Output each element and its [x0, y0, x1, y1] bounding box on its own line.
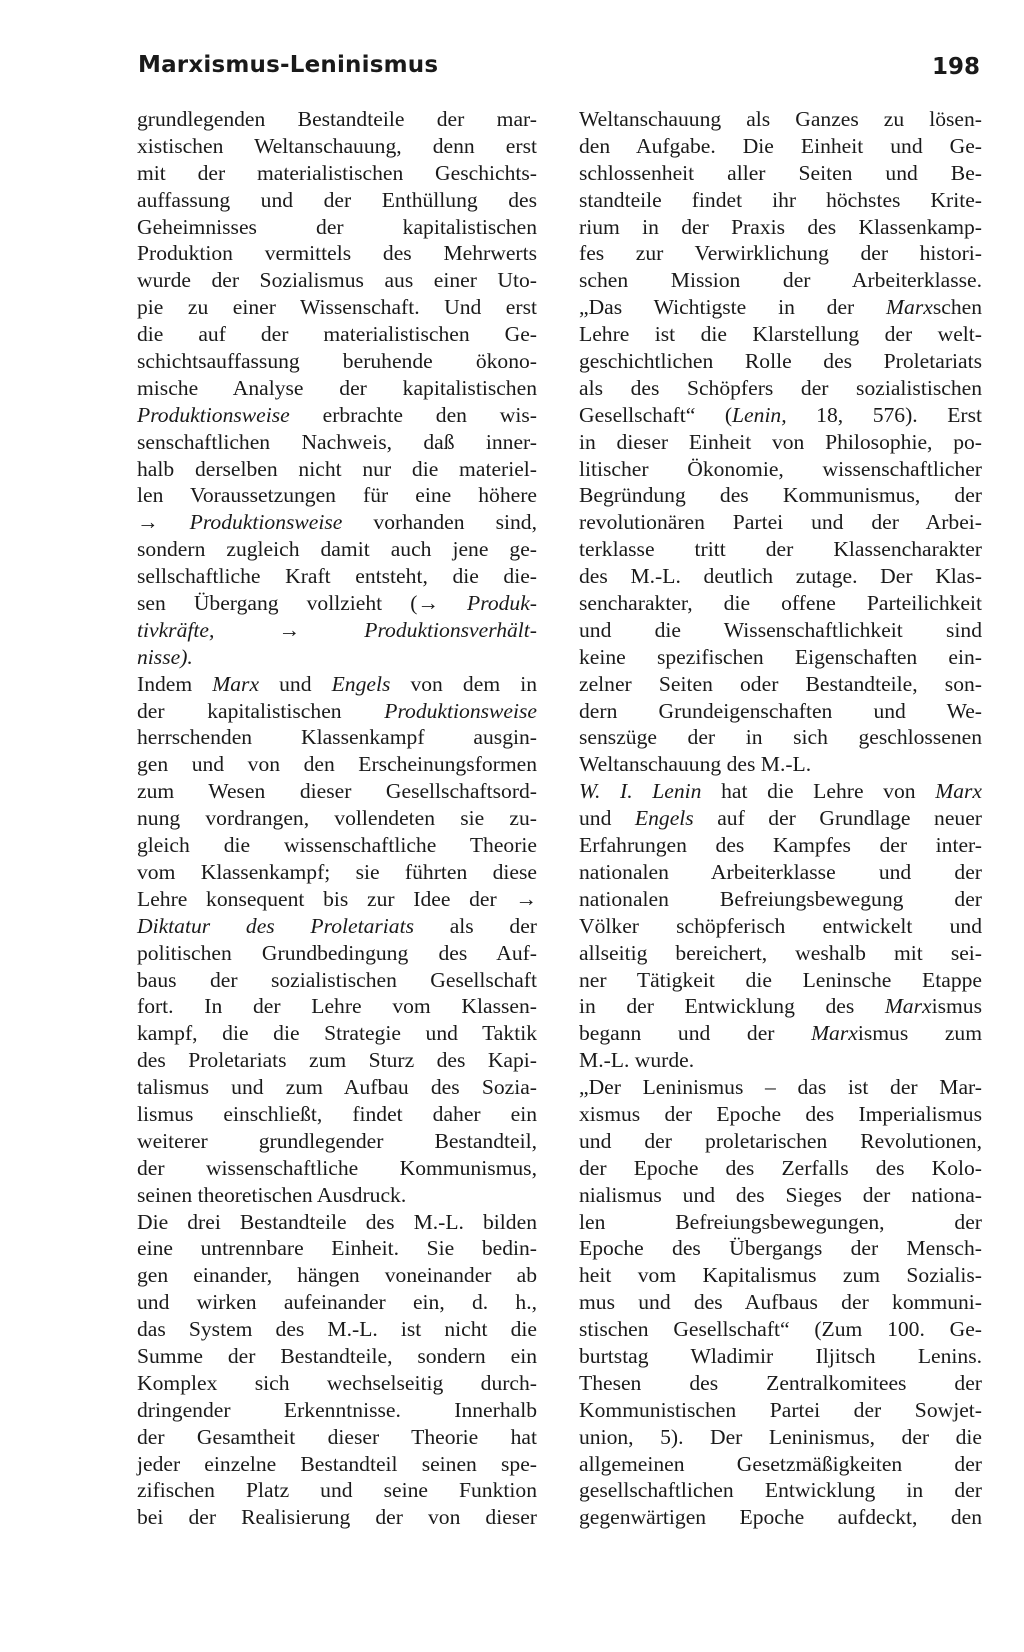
text-line: gegenwärtigen Epoche aufdeckt, den	[579, 1505, 982, 1530]
text-line: Komplex sich wechselseitig durch-	[137, 1370, 537, 1395]
text-line: bei der Realisierung der von dieser	[137, 1505, 537, 1530]
text-line: seinen theoretischen Ausdruck.	[137, 1182, 407, 1207]
text-line: dern Grundeigenschaften und We-	[579, 698, 982, 723]
text-line: der kapitalistischen Produktionsweise	[137, 698, 537, 723]
text-line: nationalen Befreiungsbewegung der	[579, 886, 982, 911]
text-line: → Produktionsweise vorhanden sind,	[137, 510, 537, 535]
text-line: Weltanschauung des M.-L.	[579, 752, 812, 777]
text-line: nationalen Arbeiterklasse und der	[579, 859, 982, 884]
text-line: vom Klassenkampf; sie führten diese	[137, 859, 537, 884]
text-line: ner Tätigkeit die Leninsche Etappe	[579, 967, 982, 992]
text-line: politischen Grundbedingung des Auf-	[137, 940, 537, 965]
left-text-column	[137, 106, 537, 1531]
text-line: gleich die wissenschaftliche Theorie	[137, 833, 537, 858]
text-line: talismus und zum Aufbau des Sozia-	[137, 1075, 537, 1100]
text-line: sencharakter, die offene Parteilichkeit	[579, 591, 982, 616]
text-line: keine spezifischen Eigenschaften ein-	[579, 644, 982, 669]
text-line: schichtsauffassung beruhende ökono-	[137, 349, 537, 374]
text-line: lismus einschließt, findet daher ein	[137, 1101, 537, 1126]
text-line: schen Mission der Arbeiterklasse.	[579, 268, 982, 293]
text-line: halb derselben nicht nur die materiel-	[137, 456, 537, 481]
text-line: allseitig bereichert, weshalb mit sei-	[579, 940, 982, 965]
text-line: xismus der Epoche des Imperialismus	[579, 1101, 982, 1126]
text-line: fes zur Verwirklichung der histori-	[579, 241, 982, 266]
text-line: Indem Marx und Engels von dem in	[137, 671, 537, 696]
text-line: in der Entwicklung des Marxismus	[579, 994, 982, 1019]
text-line: Die drei Bestandteile des M.-L. bilden	[137, 1209, 537, 1234]
text-line: Summe der Bestandteile, sondern ein	[137, 1343, 537, 1368]
text-line: pie zu einer Wissenschaft. Und erst	[137, 295, 537, 320]
text-line: Gesellschaft“ (Lenin, 18, 576). Erst	[579, 402, 983, 427]
text-line: zum Wesen dieser Gesellschaftsord-	[137, 779, 537, 804]
text-line: sellschaftliche Kraft entsteht, die die-	[137, 564, 537, 589]
text-line: „Der Leninismus – das ist der Mar-	[579, 1075, 982, 1100]
text-line: sen Übergang vollzieht (→ Produk-	[137, 591, 537, 616]
text-line: der Gesamtheit dieser Theorie hat	[137, 1424, 537, 1449]
text-line: weiterer grundlegender Bestandteil,	[137, 1128, 537, 1153]
text-line: den Aufgabe. Die Einheit und Ge-	[579, 133, 982, 158]
text-line: der Epoche des Zerfalls des Kolo-	[579, 1155, 982, 1180]
text-line: Produktion vermittels des Mehrwerts	[137, 241, 537, 266]
text-line: W. I. Lenin hat die Lehre von Marx	[579, 779, 982, 804]
text-line: fort. In der Lehre vom Klassen-	[137, 994, 537, 1019]
text-line: und wirken aufeinander ein, d. h.,	[137, 1290, 537, 1315]
text-line: senschaftlichen Nachweis, daß inner-	[137, 429, 537, 454]
text-line: wurde der Sozialismus aus einer Uto-	[137, 268, 537, 293]
text-line: auffassung und der Enthüllung des	[137, 187, 537, 212]
text-line: nialismus und des Sieges der nationa-	[579, 1182, 982, 1207]
text-line: „Das Wichtigste in der Marxschen	[579, 295, 982, 320]
text-line: des M.-L. deutlich zutage. Der Klas-	[579, 564, 982, 589]
text-line: der wissenschaftliche Kommunismus,	[137, 1155, 537, 1180]
text-line: als des Schöpfers der sozialistischen	[579, 375, 982, 400]
text-line: jeder einzelne Bestandteil seinen spe-	[137, 1451, 537, 1476]
text-line: Produktionsweise erbrachte den wis-	[137, 402, 537, 427]
text-line: das System des M.-L. ist nicht die	[137, 1317, 537, 1342]
page-number: 198	[931, 54, 980, 80]
text-line: Lehre konsequent bis zur Idee der →	[137, 886, 537, 911]
text-line: Kommunistischen Partei der Sowjet-	[579, 1397, 982, 1422]
text-line: in dieser Einheit von Philosophie, po-	[579, 429, 982, 454]
text-line: zelner Seiten oder Bestandteile, son-	[579, 671, 982, 696]
text-line: und die Wissenschaftlichkeit sind	[579, 617, 982, 642]
text-line: des Proletariats zum Sturz des Kapi-	[137, 1048, 537, 1073]
text-line: Thesen des Zentralkomitees der	[579, 1370, 982, 1395]
running-head: Marxismus-Leninismus	[138, 52, 439, 78]
text-line: Epoche des Übergangs der Mensch-	[579, 1236, 982, 1261]
text-line: geschichtlichen Rolle des Proletariats	[579, 349, 982, 374]
text-line: gesellschaftlichen Entwicklung in der	[579, 1478, 982, 1503]
text-line: Weltanschauung als Ganzes zu lösen-	[579, 107, 982, 131]
text-line: burtstag Wladimir Iljitsch Lenins.	[579, 1343, 982, 1368]
text-line: standteile findet ihr höchstes Krite-	[579, 187, 982, 212]
text-line: baus der sozialistischen Gesellschaft	[137, 967, 537, 992]
text-line: sondern zugleich damit auch jene ge-	[137, 537, 537, 562]
text-line: union, 5). Der Leninismus, der die	[579, 1424, 982, 1449]
text-line: begann und der Marxismus zum	[579, 1021, 982, 1046]
text-line: nisse).	[137, 644, 193, 669]
text-line: Geheimnisses der kapitalistischen	[137, 214, 537, 239]
text-line: xistischen Weltanschauung, denn erst	[137, 133, 537, 158]
text-line: nung vordrangen, vollendeten sie zu-	[137, 806, 537, 831]
text-line: len Voraussetzungen für eine höhere	[137, 483, 537, 508]
text-line: und der proletarischen Revolutionen,	[579, 1128, 982, 1153]
text-line: gen und von den Erscheinungsformen	[137, 752, 537, 777]
text-line: stischen Gesellschaft“ (Zum 100. Ge-	[579, 1317, 982, 1342]
text-line: heit vom Kapitalismus zum Sozialis-	[579, 1263, 982, 1288]
text-line: Diktatur des Proletariats als der	[137, 913, 537, 938]
text-line: schlossenheit aller Seiten und Be-	[579, 160, 982, 185]
text-line: herrschenden Klassenkampf ausgin-	[137, 725, 537, 750]
text-line: und Engels auf der Grundlage neuer	[579, 806, 982, 831]
text-line: eine untrennbare Einheit. Sie bedin-	[137, 1236, 537, 1261]
text-line: zifischen Platz und seine Funktion	[137, 1478, 537, 1503]
text-line: gen einander, hängen voneinander ab	[137, 1263, 537, 1288]
text-line: M.-L. wurde.	[579, 1048, 695, 1073]
text-line: terklasse tritt der Klassencharakter	[579, 537, 982, 562]
text-line: litischer Ökonomie, wissenschaftlicher	[579, 456, 982, 481]
text-line: rium in der Praxis des Klassenkamp-	[579, 214, 982, 239]
text-line: mus und des Aufbaus der kommuni-	[579, 1290, 982, 1315]
text-line: Begründung des Kommunismus, der	[579, 483, 982, 508]
text-line: mit der materialistischen Geschichts-	[137, 160, 537, 185]
text-line: revolutionären Partei und der Arbei-	[579, 510, 982, 535]
text-line: kampf, die die Strategie und Taktik	[137, 1021, 537, 1046]
text-line: Völker schöpferisch entwickelt und	[579, 913, 982, 938]
text-line: senszüge der in sich geschlossenen	[579, 725, 982, 750]
right-text-column	[579, 106, 982, 1531]
text-line: dringender Erkenntnisse. Innerhalb	[137, 1397, 537, 1422]
text-line: allgemeinen Gesetzmäßigkeiten der	[579, 1451, 982, 1476]
text-line: mische Analyse der kapitalistischen	[137, 375, 537, 400]
text-line: tivkräfte, → Produktionsverhält-	[137, 617, 537, 642]
text-line: Erfahrungen des Kampfes der inter-	[579, 833, 982, 858]
text-line: Lehre ist die Klarstellung der welt-	[579, 322, 982, 347]
page-header	[138, 52, 980, 92]
text-line: grundlegenden Bestandteile der mar-	[137, 107, 537, 131]
text-line: len Befreiungsbewegungen, der	[579, 1209, 982, 1234]
text-line: die auf der materialistischen Ge-	[137, 322, 537, 347]
